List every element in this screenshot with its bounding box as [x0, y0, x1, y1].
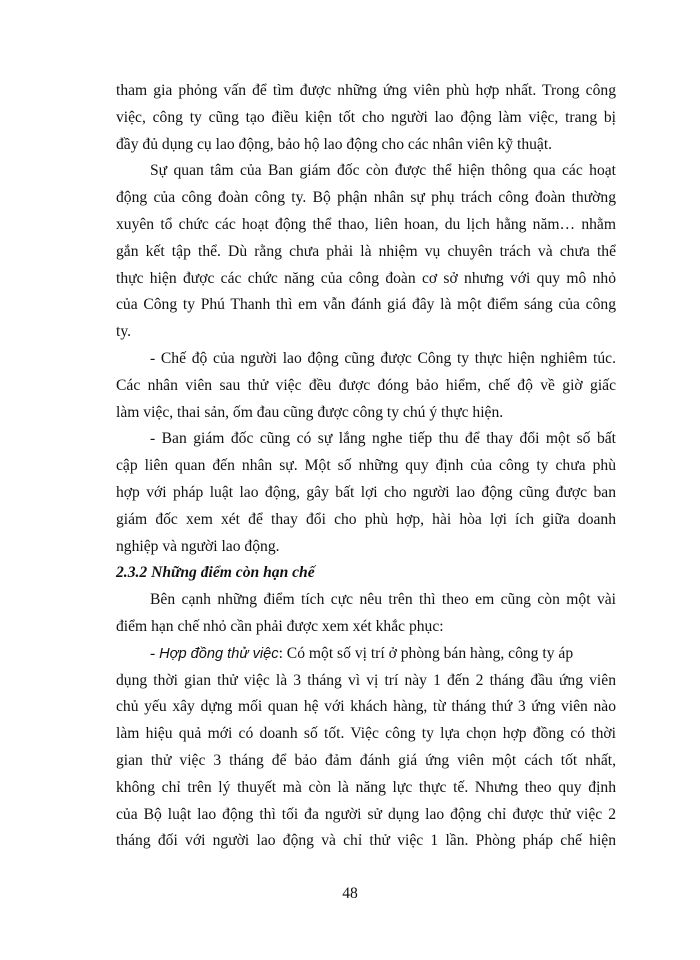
text-line: xuyên tổ chức các hoạt động thể thao, liên hoan, du lịch hằng năm… nhằm: [116, 215, 616, 233]
text-line: của Bộ luật lao động thì tối đa người sử dụng lao động chỉ được thử việc 2: [116, 805, 616, 823]
text-line: chủ yếu xây dựng mối quan hệ với khách hàng, từ tháng thứ 3 ứng viên nào: [116, 698, 616, 716]
text-line: làm việc, thai sản, ốm đau cũng được công ty chú ý thực hiện.: [116, 403, 504, 421]
text-line: cập liên quan đến nhân sự. Một số những quy định của công ty chưa phù: [116, 457, 616, 475]
text-line: của Công ty Phú Thanh thì em vẫn đánh giá đây là một điểm sáng của công: [116, 296, 616, 314]
text-line: động của công đoàn công ty. Bộ phận nhân sự phụ trách công đoàn thường: [116, 189, 616, 207]
text-line: điểm hạn chế nhỏ cần phải được xem xét khắc phục:: [116, 617, 444, 635]
text-line: tháng đối với người lao động và chỉ thử việc 1 lần. Phòng pháp chế hiện: [116, 832, 616, 850]
text-fragment: : Có một số vị trí ở phòng bán hàng, công ty áp: [278, 644, 574, 662]
text-line: làm hiệu quả mới có doanh số tốt. Việc công ty lựa chọn hợp đồng có thời: [116, 725, 616, 743]
body-text: [116, 78, 616, 855]
section-heading: 2.3.2 Những điểm còn hạn chế: [116, 564, 315, 582]
text-line: không chỉ trên lý thuyết mà còn là năng lực thực tế. Nhưng theo quy định: [116, 778, 616, 796]
text-line: [116, 641, 616, 668]
text-line: - Chế độ của người lao động cũng được Công ty thực hiện nghiêm túc.: [150, 349, 616, 367]
text-line: nghiệp và người lao động.: [116, 537, 280, 555]
italic-term: Hợp đồng thử việc: [159, 645, 279, 662]
text-line: ty.: [116, 323, 132, 341]
text-line: - Ban giám đốc cũng có sự lắng nghe tiếp thu để thay đổi một số bất: [150, 430, 616, 448]
text-line: giám đốc xem xét để thay đổi cho phù hợp, hài hòa lợi ích giữa doanh: [116, 510, 616, 528]
page-number: 48: [342, 885, 358, 902]
text-line: tham gia phỏng vấn để tìm được những ứng viên phù hợp nhất. Trong công: [116, 82, 616, 99]
bullet-dash: -: [150, 644, 160, 662]
text-line: thực hiện được các chức năng của công đoàn cơ sở nhưng với quy mô nhỏ: [116, 269, 616, 287]
text-line: Sự quan tâm của Ban giám đốc còn được thể hiện thông qua các hoạt: [150, 162, 616, 180]
text-line: dụng thời gian thử việc là 3 tháng vì vị trí này 1 đến 2 tháng đầu ứng viên: [116, 671, 616, 689]
text-line: đầy đủ dụng cụ lao động, bảo hộ lao động cho các nhân viên kỹ thuật.: [116, 135, 553, 153]
text-line: việc, công ty cũng tạo điều kiện tốt cho người lao động làm việc, trang bị: [116, 108, 616, 126]
text-line: Các nhân viên sau thử việc đều được đóng bảo hiểm, chế độ về giờ giấc: [116, 376, 616, 394]
text-line: Bên cạnh những điểm tích cực nêu trên thì theo em cũng còn một vài: [150, 591, 616, 609]
text-line: gian thử việc 3 tháng để bảo đảm đánh giá ứng viên một cách tốt nhất,: [116, 751, 616, 769]
text-line: hợp với pháp luật lao động, gây bất lợi cho người lao động cũng được ban: [116, 483, 616, 501]
text-line: gắn kết tập thể. Dù rằng chưa phải là nhiệm vụ chuyên trách và chưa thể: [116, 242, 616, 260]
